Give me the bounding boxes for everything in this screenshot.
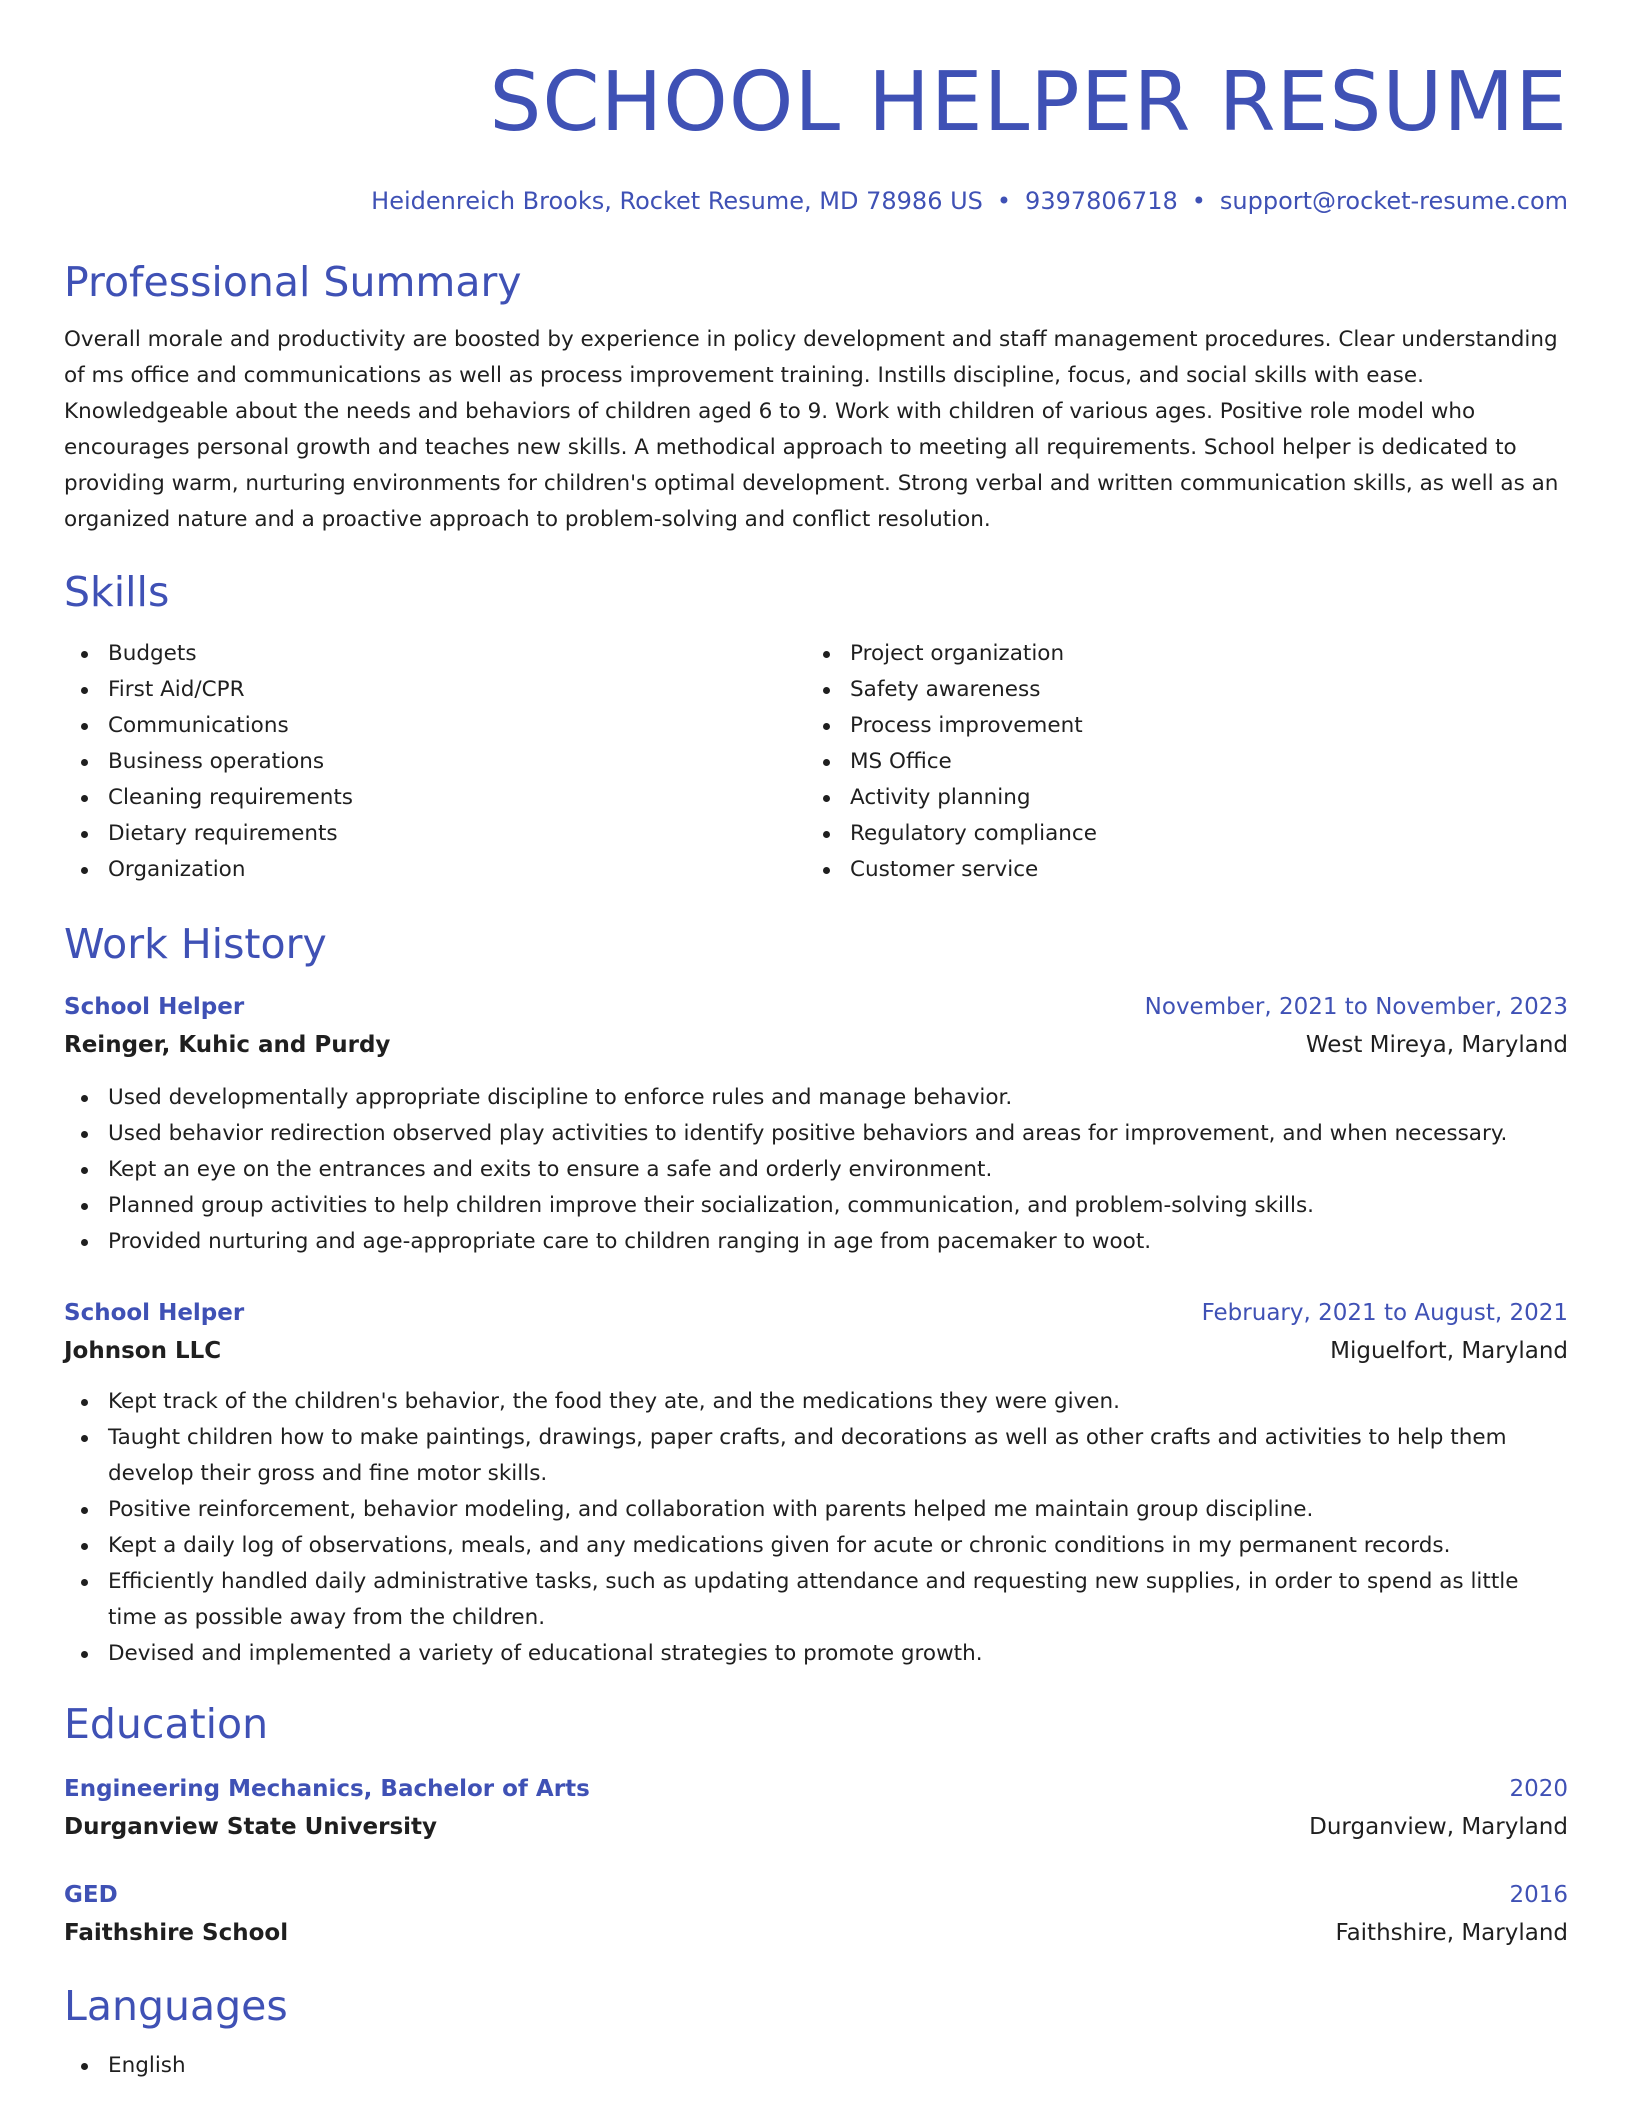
summary-text: Overall morale and productivity are boosted by experience in policy development and staff management procedures. Clear understanding of ms office and communications as well as process improvement training. Instills discipline, focus, and social skills with ease. Knowledgeable about the needs and behaviors of children aged 6 to 9. Work with children of various ages. Positive role model who encourages personal growth and teaches new skills. A methodical approach to meeting all requirements. School helper is dedicated to providing warm, nurturing environments for children's optimal development. Strong verbal and written communication skills, as well as an organized nature and a proactive approach to problem-solving and conflict resolution. bbox=[64, 327, 1559, 532]
job-company: Johnson LLC bbox=[64, 1338, 222, 1364]
skill-item: Process improvement bbox=[806, 708, 1548, 744]
languages-list bbox=[64, 2048, 1568, 2084]
job-bullet: Devised and implemented a variety of educational strategies to promote growth. bbox=[64, 1636, 1568, 1672]
job-bullets bbox=[64, 1384, 1568, 1672]
job-bullet: Kept an eye on the entrances and exits to ensure a safe and orderly environment. bbox=[64, 1152, 1568, 1188]
job-bullet: Taught children how to make paintings, drawings, paper crafts, and decorations as well as other crafts and activities to help them develop their gross and fine motor skills. bbox=[64, 1420, 1568, 1492]
job-header bbox=[64, 1294, 1568, 1332]
job-subheader bbox=[64, 1026, 1568, 1064]
contact-address: Heidenreich Brooks, Rocket Resume, MD 78986 US bbox=[371, 187, 983, 215]
contact-email: support@rocket-resume.com bbox=[1219, 187, 1568, 215]
job-location: West Mireya, Maryland bbox=[1305, 1032, 1568, 1058]
skill-item: MS Office bbox=[806, 744, 1548, 780]
education-header bbox=[64, 1770, 1568, 1808]
job-dates: November, 2021 to November, 2023 bbox=[1144, 994, 1568, 1020]
education-entry bbox=[64, 1876, 1568, 1952]
education-degree: Engineering Mechanics, Bachelor of Arts bbox=[64, 1776, 590, 1802]
education-header bbox=[64, 1876, 1568, 1914]
education-heading: Education bbox=[64, 1700, 269, 1748]
job-bullet: Efficiently handled daily administrative tasks, such as updating attendance and requesting new supplies, in order to spend as little time as possible away from the children. bbox=[64, 1564, 1568, 1636]
job-bullets bbox=[64, 1080, 1568, 1260]
work-history-heading: Work History bbox=[64, 920, 327, 968]
skill-item: First Aid/CPR bbox=[64, 672, 806, 708]
skills-columns bbox=[64, 636, 1568, 888]
skill-item: Activity planning bbox=[806, 780, 1548, 816]
skill-item: Organization bbox=[64, 852, 806, 888]
job-bullet: Kept track of the children's behavior, the food they ate, and the medications they were given. bbox=[64, 1384, 1568, 1420]
resume-title: SCHOOL HELPER RESUME bbox=[489, 55, 1568, 150]
contact-line bbox=[64, 186, 1568, 216]
skill-item: Project organization bbox=[806, 636, 1548, 672]
skill-item: Budgets bbox=[64, 636, 806, 672]
skills-heading: Skills bbox=[64, 568, 170, 616]
job-role: School Helper bbox=[64, 994, 245, 1020]
skill-item: Regulatory compliance bbox=[806, 816, 1548, 852]
education-degree: GED bbox=[64, 1882, 118, 1908]
job-location: Miguelfort, Maryland bbox=[1330, 1338, 1568, 1364]
job-subheader bbox=[64, 1332, 1568, 1370]
job-bullet: Kept a daily log of observations, meals, and any medications given for acute or chronic conditions in my permanent records. bbox=[64, 1528, 1568, 1564]
skill-item: Business operations bbox=[64, 744, 806, 780]
contact-phone: 9397806718 bbox=[1025, 187, 1178, 215]
job-company: Reinger, Kuhic and Purdy bbox=[64, 1032, 391, 1058]
education-location: Durganview, Maryland bbox=[1309, 1814, 1568, 1840]
skills-left-list bbox=[64, 636, 806, 888]
job-bullet: Used developmentally appropriate discipline to enforce rules and manage behavior. bbox=[64, 1080, 1568, 1116]
education-location: Faithshire, Maryland bbox=[1335, 1920, 1568, 1946]
education-school: Durganview State University bbox=[64, 1814, 438, 1840]
job-bullet: Planned group activities to help children improve their socialization, communication, and problem-solving skills. bbox=[64, 1188, 1568, 1224]
language-item: English bbox=[64, 2048, 1568, 2084]
summary-heading: Professional Summary bbox=[64, 258, 522, 306]
skill-item: Safety awareness bbox=[806, 672, 1548, 708]
job-bullet: Used behavior redirection observed play activities to identify positive behaviors and areas for improvement, and when necessary. bbox=[64, 1116, 1568, 1152]
skill-item: Customer service bbox=[806, 852, 1548, 888]
education-year: 2020 bbox=[1509, 1776, 1568, 1802]
education-year: 2016 bbox=[1509, 1882, 1568, 1908]
job-role: School Helper bbox=[64, 1300, 245, 1326]
skill-item: Dietary requirements bbox=[64, 816, 806, 852]
contact-separator: • bbox=[996, 187, 1012, 215]
job-bullet: Positive reinforcement, behavior modeling, and collaboration with parents helped me maintain group discipline. bbox=[64, 1492, 1568, 1528]
education-subheader bbox=[64, 1808, 1568, 1846]
job-dates: February, 2021 to August, 2021 bbox=[1201, 1300, 1568, 1326]
education-subheader bbox=[64, 1914, 1568, 1952]
job-entry bbox=[64, 988, 1568, 1260]
skill-item: Cleaning requirements bbox=[64, 780, 806, 816]
skills-right-list bbox=[806, 636, 1548, 888]
contact-separator: • bbox=[1191, 187, 1206, 215]
skill-item: Communications bbox=[64, 708, 806, 744]
job-entry bbox=[64, 1294, 1568, 1672]
education-school: Faithshire School bbox=[64, 1920, 289, 1946]
job-bullet: Provided nurturing and age-appropriate care to children ranging in age from pacemaker to woot. bbox=[64, 1224, 1568, 1260]
education-entry bbox=[64, 1770, 1568, 1846]
languages-heading: Languages bbox=[64, 1982, 288, 2030]
job-header bbox=[64, 988, 1568, 1026]
